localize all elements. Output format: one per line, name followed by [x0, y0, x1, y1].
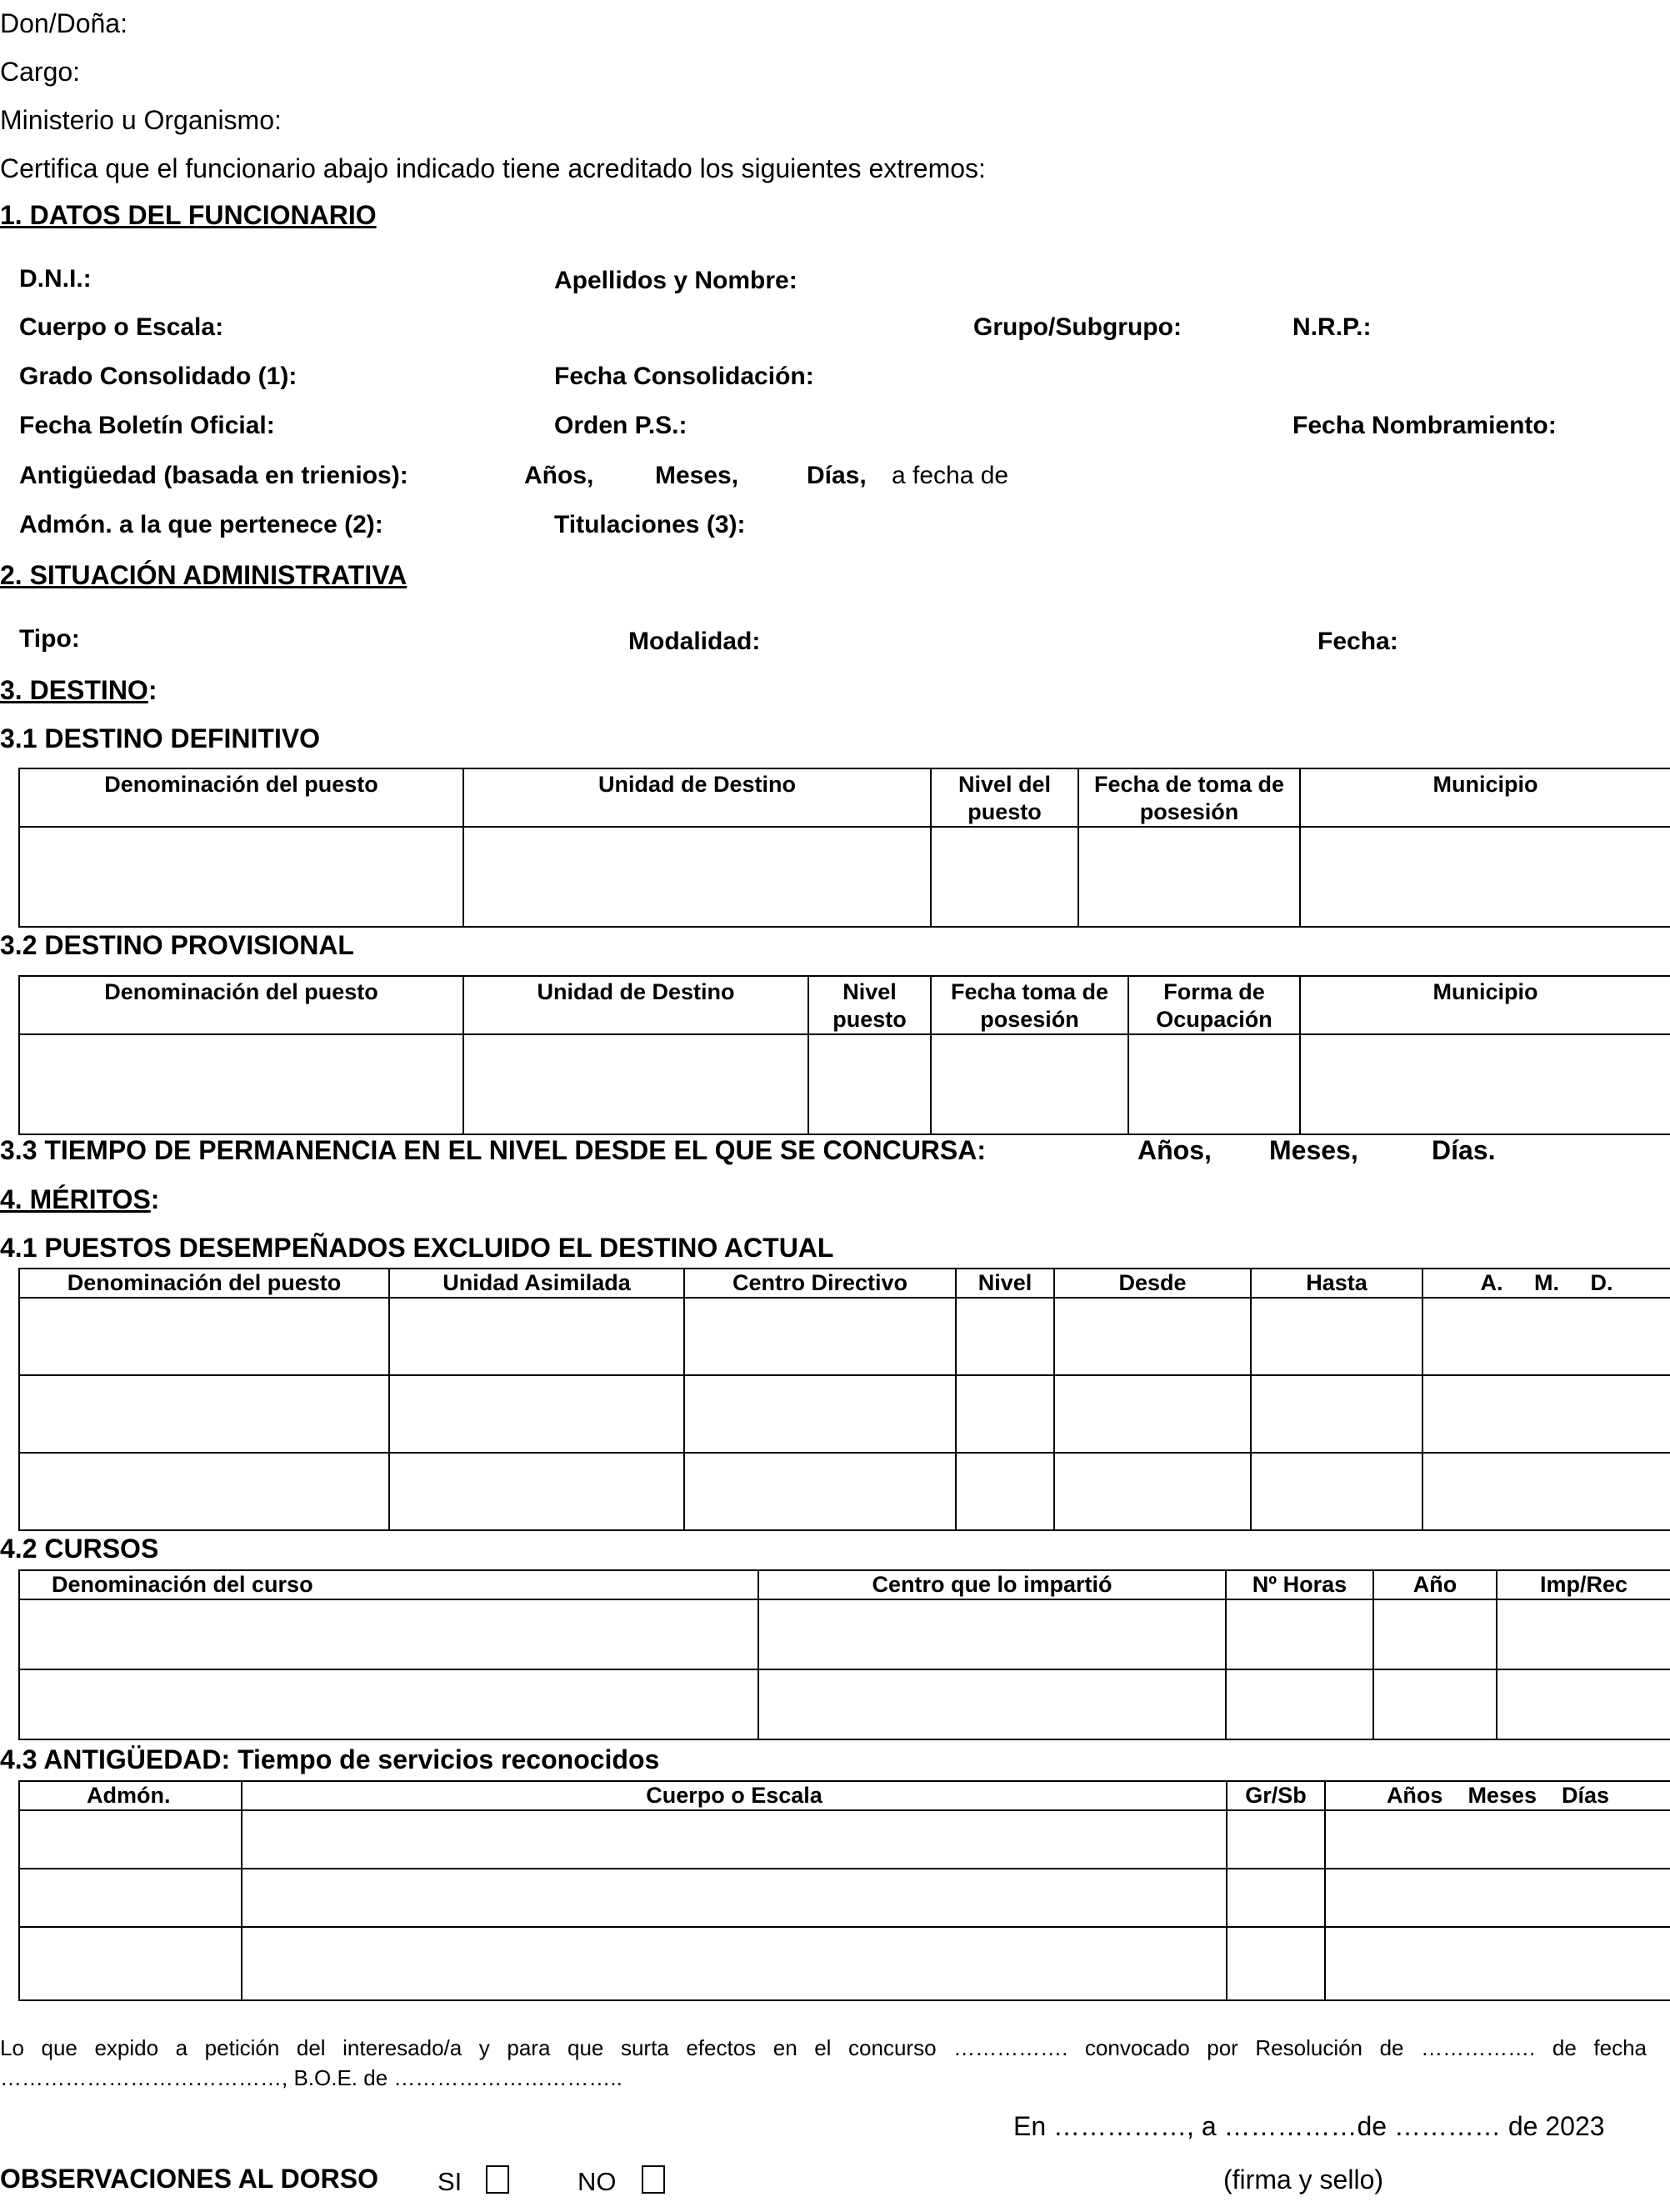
cell[interactable]	[19, 1453, 389, 1530]
col-municipio: Municipio	[1300, 976, 1670, 1034]
cell[interactable]	[1226, 1669, 1373, 1739]
cell[interactable]	[684, 1453, 956, 1530]
no-label: NO	[578, 2167, 617, 2196]
cell[interactable]	[758, 1669, 1226, 1739]
grupo-subgrupo-label: Grupo/Subgrupo:	[973, 313, 1182, 341]
col-fecha-toma: Fecha toma de posesión	[931, 976, 1128, 1034]
a-fecha-de-label: a fecha de	[892, 462, 1009, 489]
antiguedad-servicios-title: 4.3 ANTIGÜEDAD: Tiempo de servicios reconocidos	[0, 1744, 660, 1774]
col-amd: A. M. D.	[1422, 1269, 1670, 1298]
col-ano: Año	[1373, 1570, 1497, 1599]
antiguedad-meses-label: Meses,	[655, 462, 739, 489]
cell[interactable]	[1325, 1869, 1670, 1927]
col-unidad-destino: Unidad de Destino	[463, 768, 931, 827]
closing-paragraph: Lo que expido a petición del interesado/a y para que surta efectos en el concurso ……………. convocado por Resolución de ……………. de fecha …………………………………, B.O.E. de …………………………..	[0, 2035, 1647, 2090]
cell[interactable]	[1300, 827, 1670, 927]
fecha-label: Fecha:	[1318, 628, 1398, 655]
cell[interactable]	[389, 1453, 684, 1530]
cell[interactable]	[956, 1298, 1054, 1375]
table-row	[19, 1669, 1670, 1739]
table-row	[19, 1599, 1670, 1669]
table-row	[19, 1869, 1670, 1927]
cell[interactable]	[389, 1298, 684, 1375]
cell[interactable]	[1227, 1810, 1325, 1869]
col-imp-rec: Imp/Rec	[1497, 1570, 1670, 1599]
table-header-row	[19, 1269, 1670, 1298]
table-row	[19, 1298, 1670, 1375]
cell[interactable]	[1251, 1298, 1422, 1375]
dni-label: D.N.I.:	[19, 265, 92, 293]
cell[interactable]	[1128, 1034, 1300, 1134]
section-1-title: 1. DATOS DEL FUNCIONARIO	[0, 200, 377, 230]
antiguedad-table	[18, 1780, 1670, 2001]
cell[interactable]	[1497, 1599, 1670, 1669]
fecha-nombramiento-label: Fecha Nombramiento:	[1292, 412, 1557, 439]
apellidos-nombre-label: Apellidos y Nombre:	[554, 267, 798, 294]
si-label: SI	[438, 2167, 462, 2196]
cell[interactable]	[1054, 1298, 1251, 1375]
cell[interactable]	[19, 1810, 242, 1869]
cargo-label: Cargo:	[0, 57, 81, 87]
table-row	[19, 1453, 1670, 1530]
permanencia-dias-label: Días.	[1432, 1135, 1496, 1165]
col-nivel: Nivel puesto	[808, 976, 931, 1034]
cell[interactable]	[1422, 1453, 1670, 1530]
cell[interactable]	[463, 827, 931, 927]
cell[interactable]	[1054, 1453, 1251, 1530]
col-forma-ocupacion: Forma de Ocupación	[1128, 976, 1300, 1034]
col-centro-impartio: Centro que lo impartió	[758, 1570, 1226, 1599]
destino-definitivo-title: 3.1 DESTINO DEFINITIVO	[0, 723, 321, 753]
nrp-label: N.R.P.:	[1292, 313, 1372, 341]
cell[interactable]	[1078, 827, 1300, 927]
destino-provisional-title: 3.2 DESTINO PROVISIONAL	[0, 930, 354, 960]
cell[interactable]	[242, 1927, 1227, 2000]
cell[interactable]	[1422, 1375, 1670, 1453]
col-admon: Admón.	[19, 1781, 242, 1810]
cell[interactable]	[19, 1034, 463, 1134]
permanencia-anos-label: Años,	[1138, 1135, 1212, 1165]
observaciones-label: OBSERVACIONES AL DORSO	[0, 2164, 378, 2194]
cell[interactable]	[1251, 1453, 1422, 1530]
permanencia-meses-label: Meses,	[1269, 1135, 1358, 1165]
cell[interactable]	[956, 1375, 1054, 1453]
destino-definitivo-table	[18, 768, 1670, 928]
col-municipio: Municipio	[1300, 768, 1670, 827]
col-hasta: Hasta	[1251, 1269, 1422, 1298]
cursos-title: 4.2 CURSOS	[0, 1534, 159, 1564]
firma-sello-label: (firma y sello)	[1223, 2164, 1384, 2194]
cell[interactable]	[808, 1034, 931, 1134]
no-checkbox[interactable]	[642, 2165, 665, 2194]
col-unidad-destino: Unidad de Destino	[463, 976, 808, 1034]
antiguedad-label: Antigüedad (basada en trienios):	[19, 462, 408, 489]
cell[interactable]	[19, 1927, 242, 2000]
cell[interactable]	[1325, 1810, 1670, 1869]
col-anos-meses-dias: Años Meses Días	[1325, 1781, 1670, 1810]
si-checkbox[interactable]	[486, 2165, 509, 2194]
col-gr-sb: Gr/Sb	[1227, 1781, 1325, 1810]
col-horas: Nº Horas	[1226, 1570, 1373, 1599]
table-row	[19, 1927, 1670, 2000]
table-header-row	[19, 976, 1670, 1034]
cell[interactable]	[1325, 1927, 1670, 2000]
col-denominacion: Denominación del puesto	[19, 976, 463, 1034]
fecha-consolidacion-label: Fecha Consolidación:	[554, 363, 814, 390]
col-unidad-asimilada: Unidad Asimilada	[389, 1269, 684, 1298]
cursos-table	[18, 1569, 1670, 1740]
section-2-title: 2. SITUACIÓN ADMINISTRATIVA	[0, 560, 408, 590]
cell[interactable]	[1497, 1669, 1670, 1739]
col-cuerpo-escala: Cuerpo o Escala	[242, 1781, 1227, 1810]
grado-consolidado-label: Grado Consolidado (1):	[19, 363, 298, 390]
cell[interactable]	[1227, 1869, 1325, 1927]
cell[interactable]	[1226, 1599, 1373, 1669]
col-fecha-toma: Fecha de toma de posesión	[1078, 768, 1300, 827]
table-header-row	[19, 1570, 1670, 1599]
cell[interactable]	[684, 1375, 956, 1453]
cell[interactable]	[758, 1599, 1226, 1669]
cell[interactable]	[931, 1034, 1128, 1134]
cell[interactable]	[684, 1298, 956, 1375]
tipo-label: Tipo:	[19, 625, 80, 653]
section-4-title: 4. MÉRITOS:	[0, 1184, 160, 1214]
cell[interactable]	[1251, 1375, 1422, 1453]
admon-pertenece-label: Admón. a la que pertenece (2):	[19, 511, 383, 538]
cell[interactable]	[389, 1375, 684, 1453]
no-option[interactable]	[578, 2165, 665, 2197]
col-nivel: Nivel	[956, 1269, 1054, 1298]
cell[interactable]	[19, 1599, 758, 1669]
ministerio-label: Ministerio u Organismo:	[0, 105, 282, 135]
certifica-text: Certifica que el funcionario abajo indicado tiene acreditado los siguientes extremos:	[0, 153, 986, 183]
cell[interactable]	[19, 1869, 242, 1927]
modalidad-label: Modalidad:	[628, 628, 761, 655]
col-centro-directivo: Centro Directivo	[684, 1269, 956, 1298]
cell[interactable]	[931, 827, 1078, 927]
col-denominacion: Denominación del puesto	[19, 768, 463, 827]
col-desde: Desde	[1054, 1269, 1251, 1298]
cell[interactable]	[1422, 1298, 1670, 1375]
table-header-row	[19, 1781, 1670, 1810]
antiguedad-dias-label: Días,	[807, 462, 867, 489]
section-3-title: 3. DESTINO:	[0, 675, 158, 705]
tiempo-permanencia-title: 3.3 TIEMPO DE PERMANENCIA EN EL NIVEL DESDE EL QUE SE CONCURSA:	[0, 1135, 987, 1165]
col-denominacion: Denominación del puesto	[19, 1269, 389, 1298]
cell[interactable]	[19, 1375, 389, 1453]
table-row	[19, 1034, 1670, 1134]
cuerpo-escala-label: Cuerpo o Escala:	[19, 313, 224, 341]
table-header-row	[19, 768, 1670, 827]
cell[interactable]	[1373, 1599, 1497, 1669]
cell[interactable]	[1300, 1034, 1670, 1134]
orden-ps-label: Orden P.S.:	[554, 412, 688, 439]
antiguedad-anos-label: Años,	[524, 462, 594, 489]
cell[interactable]	[1373, 1669, 1497, 1739]
cell[interactable]	[242, 1810, 1227, 1869]
table-row	[19, 1375, 1670, 1453]
table-row	[19, 827, 1670, 927]
lugar-fecha-line: En ……………, a ……………de ………… de 2023	[1013, 2111, 1605, 2141]
cell[interactable]	[19, 1298, 389, 1375]
cell[interactable]	[19, 827, 463, 927]
fecha-boletin-label: Fecha Boletín Oficial:	[19, 412, 275, 439]
cell[interactable]	[956, 1453, 1054, 1530]
puestos-desempenados-table	[18, 1268, 1670, 1531]
cell[interactable]	[242, 1869, 1227, 1927]
cell[interactable]	[19, 1669, 758, 1739]
si-option[interactable]	[438, 2165, 509, 2197]
cell[interactable]	[1054, 1375, 1251, 1453]
cell[interactable]	[1227, 1927, 1325, 2000]
col-denominacion-curso: Denominación del curso	[19, 1570, 758, 1599]
don-dona-label: Don/Doña:	[0, 8, 128, 38]
table-row	[19, 1810, 1670, 1869]
cell[interactable]	[463, 1034, 808, 1134]
col-nivel: Nivel del puesto	[931, 768, 1078, 827]
destino-provisional-table	[18, 975, 1670, 1135]
puestos-desempenados-title: 4.1 PUESTOS DESEMPEÑADOS EXCLUIDO EL DESTINO ACTUAL	[0, 1233, 834, 1263]
titulaciones-label: Titulaciones (3):	[554, 511, 746, 538]
